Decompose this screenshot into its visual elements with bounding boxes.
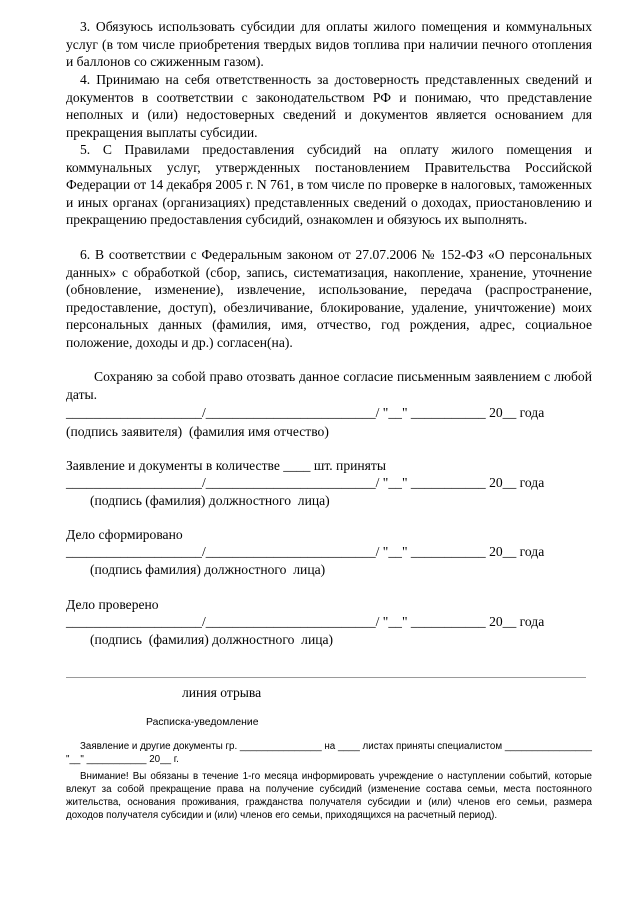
- paragraph-4: 4. Принимаю на себя ответственность за достоверность представленных сведений и документов в соответствии с законодательством РФ и понимаю, что представление неполных и (или) недостоверных сведений и документов является основанием для прекращения выплаты субсидии.: [66, 72, 592, 140]
- paragraph-3: 3. Обязуюсь использовать субсидии для оплаты жилого помещения и коммунальных услуг (в том числе приобретения твердых видов топлива при наличии печного отопления и баллонов со сжиженным газом).: [66, 19, 592, 70]
- case-checked-signature-caption: (подпись (фамилия) должностного лица): [90, 632, 334, 647]
- case-checked-heading: Дело проверено: [66, 597, 159, 612]
- applicant-signature-caption: (подпись заявителя) (фамилия имя отчество): [66, 424, 329, 439]
- case-checked-signature-line: ____________________/_________________________/ "__" ___________ 20__ года: [66, 614, 545, 629]
- case-formed-signature-line: ____________________/_________________________/ "__" ___________ 20__ года: [66, 544, 545, 559]
- case-formed-heading: Дело сформировано: [66, 527, 183, 542]
- tear-divider: [66, 677, 586, 678]
- case-formed-signature-caption: (подпись фамилия) должностного лица): [90, 562, 326, 577]
- accepted-documents-heading: Заявление и документы в количестве ____ шт. приняты: [66, 458, 387, 473]
- paragraph-6: 6. В соответствии с Федеральным законом от 27.07.2006 № 152-ФЗ «О персональных данных» с обработкой (сбор, запись, систематизация, накопление, хранение, уточнение (обновление, изменение), извлечение, использование, передача (распространение, предоставление, доступ), обезличивание, блокирование, удаление, уничтожение) моих персональных данных (фамилия, имя, отчество, год рождения, адрес, социальное положение, доходы и др.) согласен(на).: [66, 247, 592, 350]
- accepted-signature-caption: (подпись (фамилия) должностного лица): [90, 493, 330, 508]
- withdrawal-note: Сохраняю за собой право отозвать данное согласие письменным заявлением с любой даты.: [66, 369, 592, 402]
- receipt-acceptance-text: Заявление и другие документы гр. _______________ на ____ листах приняты специалистом ________________ "__" ___________ 20__ г.: [66, 741, 592, 765]
- accepted-signature-line: ____________________/_________________________/ "__" ___________ 20__ года: [66, 475, 545, 490]
- tear-line-label: линия отрыва: [182, 685, 262, 700]
- receipt-title: Расписка-уведомление: [146, 717, 259, 728]
- applicant-signature-line: ____________________/_________________________/ "__" ___________ 20__ года: [66, 405, 545, 420]
- paragraph-5: 5. С Правилами предоставления субсидий на оплату жилого помещения и коммунальных услуг, утвержденных постановлением Правительства Российской Федерации от 14 декабря 2005 г. N 761, в том числе по проверке в налоговых, таможенных и иных органах (организациях) представленных сведений о доходах, приостановлению и прекращению предоставления субсидий, ознакомлен и обязуюсь их выполнять.: [66, 142, 592, 228]
- receipt-notice-text: Внимание! Вы обязаны в течение 1-го месяца информировать учреждение о наступлении событий, которые влекут за собой прекращение права на получение субсидий (изменение состава семьи, места постоянного жительства, основания проживания, гражданства получателя субсидии и (или) членов его семьи, размера доходов получателя субсидии и (или) членов его семьи, приходящихся на расчетный период).: [66, 771, 592, 821]
